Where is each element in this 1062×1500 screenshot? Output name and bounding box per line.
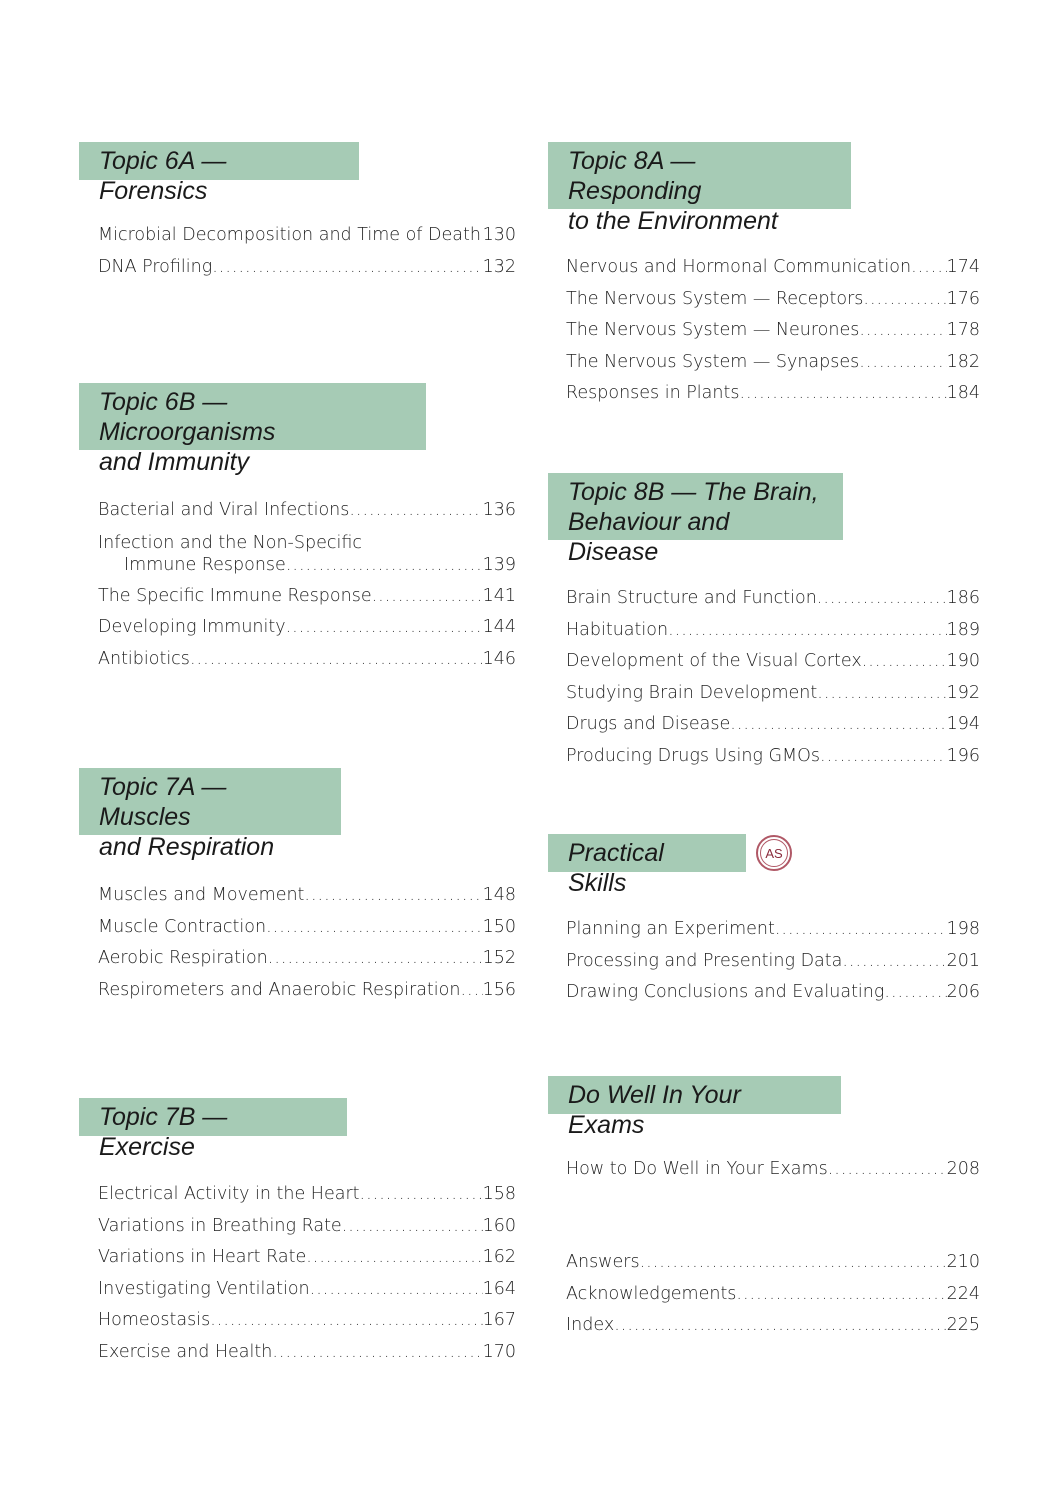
heading-text: Practical Skills <box>568 839 664 897</box>
entry-page: 190 <box>946 651 980 671</box>
entry-title: Variations in Breathing Rate <box>98 1215 342 1236</box>
entry-page: 208 <box>946 1159 980 1179</box>
dot-leader <box>460 975 482 1007</box>
entry-title: Planning an Experiment <box>566 919 775 939</box>
heading-text: Topic 6B — Microorganisms <box>99 388 276 446</box>
entry-page: 146 <box>482 648 516 669</box>
entry-title: Developing Immunity <box>98 617 286 637</box>
entry-page: 198 <box>946 919 980 939</box>
toc-entry[interactable] <box>566 315 980 347</box>
heading-text: Behaviour and Disease <box>568 508 730 566</box>
entry-page: 174 <box>946 257 980 277</box>
dot-leader <box>310 1274 483 1306</box>
badge-text: AS <box>765 845 783 861</box>
toc-entry[interactable] <box>566 1154 980 1186</box>
entry-title: Respirometers and Anaerobic Respiration <box>98 979 461 1000</box>
toc-entry[interactable] <box>98 1242 516 1274</box>
section-heading <box>79 383 426 476</box>
entry-page: 186 <box>946 588 980 608</box>
dot-leader <box>286 554 483 576</box>
dot-leader <box>268 943 483 975</box>
dot-leader <box>817 583 947 615</box>
entry-page: 196 <box>946 745 980 766</box>
entry-page: 164 <box>482 1278 516 1299</box>
section-heading <box>548 473 843 566</box>
toc-entry[interactable] <box>566 583 980 615</box>
entry-title-line2: Immune Response <box>124 554 286 575</box>
toc-entry[interactable] <box>98 1179 516 1211</box>
heading-text: Topic 7B — Exercise <box>99 1103 228 1161</box>
toc-entry[interactable] <box>98 1337 516 1369</box>
dot-leader <box>304 880 482 912</box>
entry-title: The Nervous System — Receptors <box>566 288 864 309</box>
toc-entry[interactable] <box>566 347 980 379</box>
dot-leader <box>775 914 947 946</box>
toc-entry[interactable] <box>566 709 980 741</box>
entry-title: Infection and the Non-Specific <box>98 532 362 553</box>
toc-entry[interactable] <box>98 581 516 613</box>
entry-page: 144 <box>482 617 516 637</box>
entry-page: 192 <box>946 682 980 703</box>
entry-title: Exercise and Health <box>98 1341 273 1362</box>
section-topic-7a <box>79 768 516 1006</box>
as-level-badge-icon <box>756 835 792 871</box>
heading-text: Topic 6A — Forensics <box>99 147 227 205</box>
toc-entry[interactable] <box>566 977 980 1009</box>
entry-title: Responses in Plants <box>566 383 740 403</box>
toc-entry[interactable] <box>98 1305 516 1337</box>
entry-title: Brain Structure and Function <box>566 588 817 608</box>
entry-page: 148 <box>482 885 516 905</box>
entry-title: Answers <box>566 1252 640 1272</box>
dot-leader <box>210 1305 482 1337</box>
heading-text: Topic 8A — Responding <box>568 147 702 205</box>
entry-title: Aerobic Respiration <box>98 948 268 968</box>
section-heading <box>79 768 341 861</box>
dot-leader <box>342 1211 483 1243</box>
entry-title: The Specific Immune Response <box>98 585 372 606</box>
entry-page: 136 <box>482 500 516 520</box>
dot-leader <box>640 1247 947 1279</box>
entry-page: 152 <box>482 948 516 968</box>
entry-page: 189 <box>946 619 980 640</box>
entry-page: 182 <box>946 351 980 372</box>
entry-title: Muscle Contraction <box>98 916 267 937</box>
entry-page: 184 <box>946 383 980 403</box>
dot-leader <box>668 615 947 647</box>
dot-leader <box>286 612 483 644</box>
entry-title: Drawing Conclusions and Evaluating <box>566 982 885 1002</box>
dot-leader <box>266 912 483 944</box>
entry-page: 210 <box>946 1252 980 1272</box>
entry-title: Processing and Presenting Data <box>566 950 843 971</box>
section-topic-6a <box>79 142 516 283</box>
section-heading <box>548 1076 841 1139</box>
dot-leader <box>863 284 946 316</box>
dot-leader <box>190 644 483 676</box>
section-heading <box>548 834 746 897</box>
heading-text: to the Environment <box>568 207 778 235</box>
entry-title: Habituation <box>566 619 669 640</box>
toc-entry[interactable] <box>98 1211 516 1243</box>
dot-leader <box>820 741 947 773</box>
entry-page: 170 <box>482 1341 516 1362</box>
entry-page: 158 <box>482 1184 516 1204</box>
entry-title: Bacterial and Viral Infections <box>98 500 350 520</box>
entry-page: 178 <box>946 320 980 340</box>
entry-page: 206 <box>946 982 980 1002</box>
entry-title: Producing Drugs Using GMOs <box>566 745 821 766</box>
dot-leader <box>817 678 946 710</box>
entry-page: 150 <box>482 916 516 937</box>
toc-entry[interactable] <box>98 912 516 944</box>
entry-page: 176 <box>946 288 980 309</box>
entry-page: 225 <box>946 1315 980 1335</box>
toc-entry[interactable] <box>98 975 516 1007</box>
entry-title: Variations in Heart Rate <box>98 1247 307 1267</box>
entry-title: Studying Brain Development <box>566 682 818 703</box>
toc-entry[interactable] <box>98 527 516 581</box>
toc-entry[interactable] <box>98 220 516 252</box>
toc-entry[interactable] <box>566 252 980 284</box>
entry-title: How to Do Well in Your Exams <box>566 1159 828 1179</box>
entry-title: Electrical Activity in the Heart <box>98 1184 360 1204</box>
toc-entry[interactable] <box>566 678 980 710</box>
dot-leader <box>730 709 946 741</box>
entry-page: 156 <box>482 979 516 1000</box>
dot-leader <box>828 1154 947 1186</box>
entry-page: 160 <box>482 1215 516 1236</box>
heading-text: Do Well In Your Exams <box>568 1081 741 1139</box>
toc-entry[interactable] <box>566 378 980 410</box>
dot-leader <box>739 378 946 410</box>
heading-text: Topic 8B — The Brain, <box>568 478 819 506</box>
entry-title: Homeostasis <box>98 1310 211 1330</box>
toc-entry-acknowledgements[interactable] <box>566 1279 980 1311</box>
entry-page: 194 <box>946 714 980 734</box>
section-heading <box>548 142 851 235</box>
section-do-well-in-exams <box>548 1076 980 1186</box>
entry-page: 132 <box>482 256 516 277</box>
toc-entry[interactable] <box>566 914 980 946</box>
section-topic-8a <box>548 142 980 410</box>
entry-page: 162 <box>482 1247 516 1267</box>
dot-leader <box>884 977 946 1009</box>
section-practical-skills <box>548 834 980 1009</box>
dot-leader <box>272 1337 482 1369</box>
entry-title: Antibiotics <box>98 648 190 669</box>
dot-leader <box>212 252 482 284</box>
entry-page: 201 <box>946 950 980 971</box>
section-topic-8b <box>548 473 980 772</box>
entry-title: The Nervous System — Synapses <box>566 351 860 372</box>
section-topic-7b <box>79 1098 516 1368</box>
toc-entry-answers[interactable] <box>566 1247 980 1279</box>
entry-page: 167 <box>482 1310 516 1330</box>
entry-title: Investigating Ventilation <box>98 1278 310 1299</box>
dot-leader <box>736 1279 946 1311</box>
section-heading <box>79 1098 347 1161</box>
entry-title: The Nervous System — Neurones <box>566 320 860 340</box>
entry-title: Development of the Visual Cortex <box>566 651 862 671</box>
dot-leader <box>360 1179 483 1211</box>
entry-page: 130 <box>482 225 516 245</box>
toc-entry[interactable] <box>98 943 516 975</box>
dot-leader <box>862 646 947 678</box>
toc-entry[interactable] <box>98 880 516 912</box>
toc-entry[interactable] <box>98 495 516 527</box>
toc-entry[interactable] <box>566 946 980 978</box>
toc-entry[interactable] <box>566 741 980 773</box>
heading-text: and Respiration <box>99 833 275 861</box>
heading-text: and Immunity <box>99 448 250 476</box>
entry-page: 141 <box>482 585 516 606</box>
dot-leader <box>842 946 946 978</box>
entry-title: Microbial Decomposition and Time of Death <box>98 225 481 245</box>
toc-entry[interactable] <box>566 646 980 678</box>
dot-leader <box>859 315 946 347</box>
entry-title: Index <box>566 1315 615 1335</box>
entry-page: 224 <box>946 1283 980 1304</box>
entry-title: DNA Profiling <box>98 256 213 277</box>
dot-leader <box>859 347 946 379</box>
dot-leader <box>372 581 483 613</box>
toc-entry-index[interactable] <box>566 1310 980 1342</box>
entry-title: Nervous and Hormonal Communication <box>566 257 912 277</box>
dot-leader <box>306 1242 482 1274</box>
entry-page: 139 <box>482 554 516 575</box>
entry-title: Drugs and Disease <box>566 714 731 734</box>
heading-text: Topic 7A — Muscles <box>99 773 227 831</box>
toc-entry[interactable] <box>98 252 516 284</box>
dot-leader <box>911 252 947 284</box>
dot-leader <box>614 1310 946 1342</box>
entry-title: Acknowledgements <box>566 1283 737 1304</box>
dot-leader <box>349 495 482 527</box>
toc-entry[interactable] <box>566 284 980 316</box>
toc-entry[interactable] <box>566 615 980 647</box>
section-back-matter <box>548 1247 980 1342</box>
toc-entry[interactable] <box>98 644 516 676</box>
toc-entry[interactable] <box>98 1274 516 1306</box>
entry-title: Muscles and Movement <box>98 885 305 905</box>
section-heading <box>79 142 359 205</box>
toc-entry[interactable] <box>98 612 516 644</box>
section-topic-6b <box>79 383 516 675</box>
